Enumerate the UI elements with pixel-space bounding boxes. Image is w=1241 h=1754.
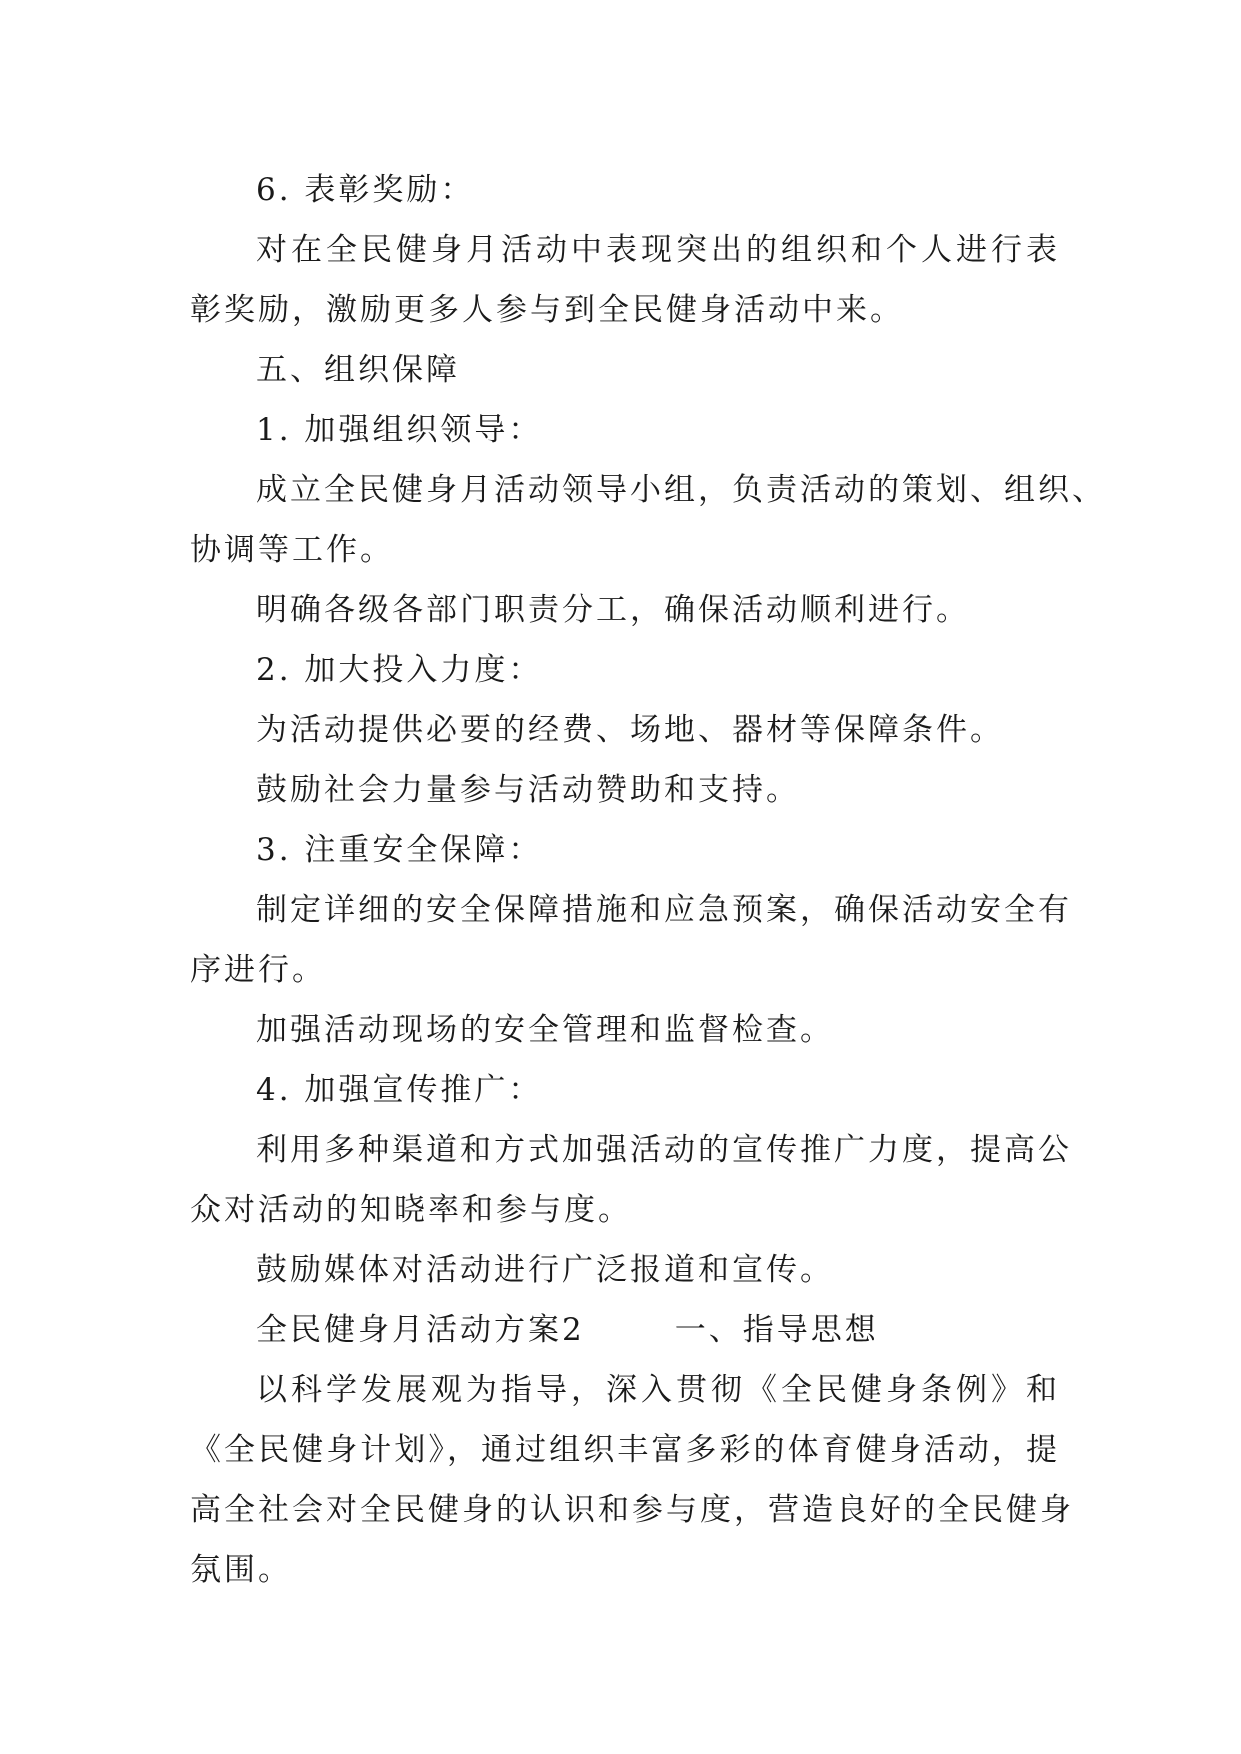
- paragraph-line: 众对活动的知晓率和参与度。: [190, 1192, 632, 1228]
- paragraph-line: 明确各级各部门职责分工，确保活动顺利进行。: [256, 592, 970, 628]
- section-heading-5: 五、组织保障: [256, 352, 460, 388]
- paragraph-line: 协调等工作。: [190, 532, 394, 568]
- list-heading-1: 1. 加强组织领导：: [256, 412, 543, 448]
- paragraph-line: 为活动提供必要的经费、场地、器材等保障条件。: [256, 712, 1004, 748]
- paragraph-line: 制定详细的安全保障措施和应急预案，确保活动安全有: [256, 892, 1072, 928]
- document-body: [190, 160, 1106, 1600]
- plan-title-line: [190, 1300, 1060, 1360]
- paragraph-line: 鼓励社会力量参与活动赞助和支持。: [256, 772, 800, 808]
- paragraph-line: 以科学发展观为指导，深入贯彻《全民健身条例》和: [256, 1372, 1060, 1408]
- paragraph-line: 鼓励媒体对活动进行广泛报道和宣传。: [256, 1252, 834, 1288]
- paragraph-line: 利用多种渠道和方式加强活动的宣传推广力度，提高公: [256, 1132, 1072, 1168]
- list-heading-4: 4. 加强宣传推广：: [256, 1072, 543, 1108]
- list-heading-6: 6. 表彰奖励：: [256, 172, 475, 208]
- section-heading-1: 一、指导思想: [674, 1312, 879, 1348]
- paragraph-line: 成立全民健身月活动领导小组，负责活动的策划、组织、: [256, 472, 1106, 508]
- list-heading-2: 2. 加大投入力度：: [256, 652, 543, 688]
- paragraph-line: 《全民健身计划》，通过组织丰富多彩的体育健身活动，提: [190, 1432, 1060, 1468]
- list-heading-3: 3. 注重安全保障：: [256, 832, 543, 868]
- paragraph-line: 氛围。: [190, 1552, 292, 1588]
- paragraph-line: 高全社会对全民健身的认识和参与度，营造良好的全民健身: [190, 1492, 1074, 1528]
- paragraph-line: 序进行。: [190, 952, 326, 988]
- paragraph-line: 对在全民健身月活动中表现突出的组织和个人进行表: [256, 232, 1060, 268]
- paragraph-line: 彰奖励，激励更多人参与到全民健身活动中来。: [190, 292, 904, 328]
- paragraph-line: 加强活动现场的安全管理和监督检查。: [256, 1012, 834, 1048]
- plan-title: 全民健身月活动方案2: [256, 1312, 585, 1348]
